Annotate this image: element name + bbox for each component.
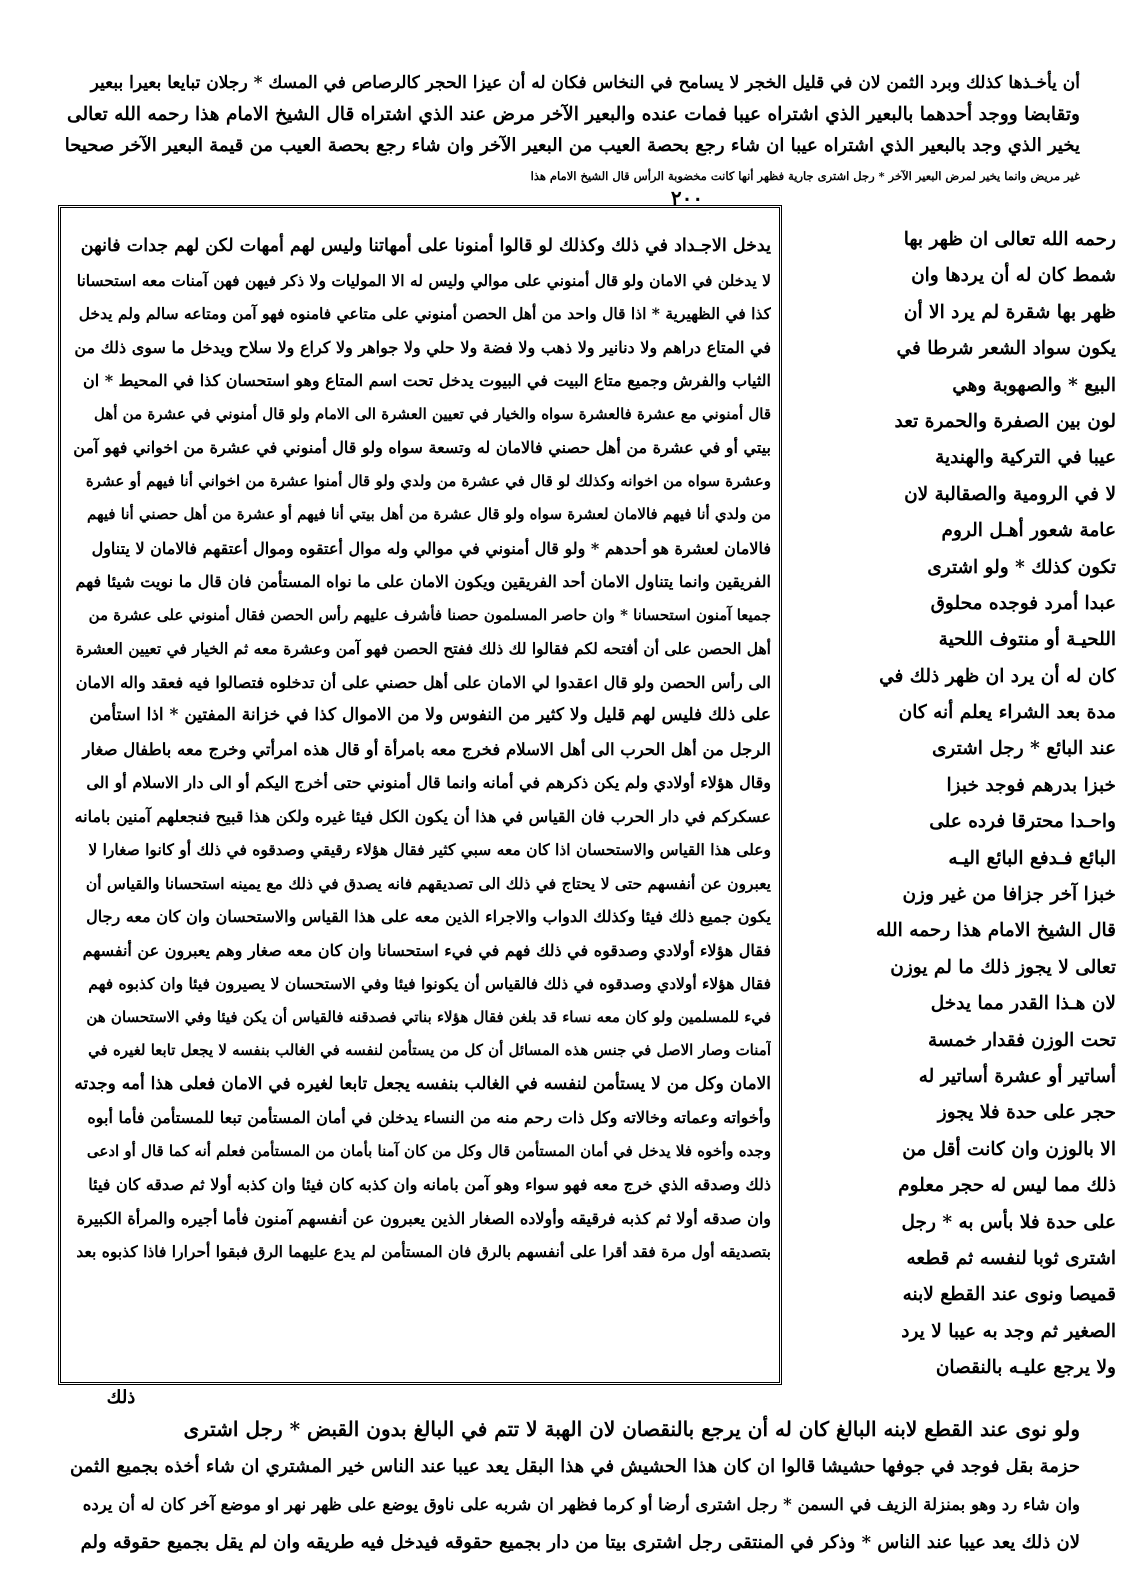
main-text-line: قال أمنوني مع عشرة فالعشرة سواه والخيار في تعيين العشرة الى الامام ولو قال أمنوني في عشرة من أهل [94, 404, 771, 423]
margin-text-line: اشترى ثوبا لنفسه ثم قطعه [906, 1247, 1116, 1269]
margin-text-line: البيع * والصهوبة وهي [952, 374, 1116, 396]
margin-text-line: على حدة فلا بأس به * رجل [901, 1211, 1116, 1233]
margin-text-line: خبزا بدرهم فوجد خبزا [946, 774, 1116, 796]
main-text-line: الفريقين وانما يتناول الامان أحد الفريقين ويكون الامان على ما نواه المستأمن فان قال ما نويت شيئا فهم [75, 572, 771, 591]
margin-text-line: كان له أن يرد ان ظهر ذلك في [879, 665, 1116, 687]
main-text-line: يعبرون عن أنفسهم حتى لا يحتاج في ذلك الى تصديقهم فانه يصدق في ذلك مع يمينه استحسانا والقياس أن [85, 873, 771, 893]
top-text-line: يخير الذي وجد بالبعير الذي اشتراه عيبا ان شاء رجع بحصة العيب من البعير الآخر وان شاء رجع بحصة العيب من قيمة البعير الآخر صحيحا [64, 135, 1080, 156]
main-text-line: وعشرة سواه من اخوانه وكذلك لو قال في عشرة من ولدي ولو قال أمنوا عشرة من اخواني أنا فيهم أو عشرة [85, 471, 771, 490]
bottom-text-line: لان ذلك يعد عيبا عند الناس * وذكر في المنتقى رجل اشترى بيتا من دار بجميع حقوقه فيدخل فيه طريقه وان لم يقل بجميع حقوقه ولم [80, 1532, 1080, 1553]
main-text-line: من ولدي أنا فيهم فالامان لعشرة سواه ولو قال عشرة من أهل بيتي أنا فيهم أو عشرة من أهل حصني أنا فيهم [86, 505, 771, 523]
main-text-line: آمنات وصار الاصل في جنس هذه المسائل أن كل من يستأمن لنفسه في الغالب بنفسه لا يجعل تابعا لغيره في [88, 1041, 771, 1059]
margin-text-line: لون بين الصفرة والحمرة تعد [894, 410, 1116, 432]
main-text-line: فالامان لعشرة هو أحدهم * ولو قال أمنوني في موالي وله موال أعتقوه وموال أعتقهم فالامان لا يتناول [91, 538, 771, 558]
main-text-line: أهل الحصن على أن أفتحه لكم فقالوا لك ذلك ففتح الحصن فهو آمن وعشرة معه ثم الخيار في تعيين العشرة [75, 639, 771, 658]
margin-text-line: تحت الوزن فقدار خمسة [928, 1029, 1116, 1051]
bottom-text-block [64, 1410, 1080, 1562]
bottom-text-line: حزمة بقل فوجد في جوفها حشيشا قالوا ان كان هذا الحشيش في هذا البقل يعد عيبا عند الناس خير المشتري ان شاء أخذه بجميع الثمن [69, 1456, 1080, 1477]
main-text-line: كذا في الظهيرية * اذا قال واحد من أهل الحصن أمنوني على متاعي فامنوه فهو آمن ومتاعه سالم ولم يدخل [78, 304, 771, 323]
margin-text-line: قال الشيخ الامام هذا رحمه الله [875, 920, 1116, 942]
main-text-line: الامان وكل من لا يستأمن لنفسه في الغالب بنفسه يجعل تابعا لغيره في الامان فعلى هذا أمه وجدته [74, 1073, 771, 1094]
margin-text-line: عند البائع * رجل اشترى [931, 738, 1116, 760]
main-text-frame [58, 205, 782, 1385]
main-text-line: الرجل من أهل الحرب الى أهل الاسلام فخرج معه بامرأة أو قال هذه امرأتي وخرج معه باطفال صغار [82, 739, 771, 759]
margin-text-line: الصغير ثم وجد به عيبا لا يرد [901, 1320, 1116, 1342]
main-text-line: جميعا آمنون استحسانا * وان حاصر المسلمون حصنا فأشرف عليهم رأس الحصن فقال أمنوني على عشرة من [88, 605, 771, 624]
main-text-block [73, 230, 771, 1269]
main-text-line: الثياب والفرش وجميع متاع البيت في البيوت يدخل تحت اسم المتاع وهو استحسان كذا في المحيط * ان [82, 371, 771, 390]
margin-text-line: ظهر بها شقرة لم يرد الا أن [903, 301, 1116, 323]
margin-text-line: أساتير أو عشرة أساتير له [918, 1065, 1116, 1087]
main-text-line: وان صدقه أولا ثم كذبه فرقيقه وأولاده الصغار الذين يعبرون عن أنفسهم آمنون فأما أجيره والمرأة الكبيرة [76, 1208, 771, 1228]
page-number: ٢٠٠ [670, 186, 704, 210]
main-text-line: لا يدخلن في الامان ولو قال أمنوني على موالي وليس له الا الموليات ولا ذكر فيهن فهن آمنات معه استحسانا [76, 270, 771, 290]
margin-text-line: شمط كان له أن يردها وان [911, 265, 1116, 287]
top-text-line: غير مريض وانما يخير لمرض البعير الآخر * رجل اشترى جارية فظهر أنها كانت مخضوبة الرأس قال الشيخ الامام هذا [530, 169, 1080, 183]
main-text-line: بيتي أو في عشرة من أهل حصني فالامان له وتسعة سواه ولو قال أمنوني في عشرة من اخواني فهو آمن [73, 438, 771, 457]
margin-text-line: عيبا في التركية والهندية [935, 447, 1116, 469]
margin-text-line: رحمه الله تعالى ان ظهر بها [903, 229, 1116, 250]
main-text-line: وقال هؤلاء أولادي ولم يكن ذكرهم في أمانه وانما قال أمنوني حتى أخرج اليكم أو الى دار الاسلام أو الى [86, 773, 771, 792]
margin-text-line: ذلك مما ليس له حجر معلوم [898, 1175, 1116, 1197]
margin-text-line: قميصا ونوى عند القطع لابنه [902, 1284, 1116, 1306]
margin-text-line: لان هـذا القدر مما يدخل [930, 993, 1116, 1015]
margin-text-line: تكون كذلك * ولو اشترى [927, 556, 1116, 578]
main-text-line: فقال هؤلاء أولادي وصدقوه في ذلك فهم في فيء استحسانا وان كان معه صغار وهم يعبرون عن أنفسهم [82, 940, 771, 960]
top-text-line: وتقابضا ووجد أحدهما بالبعير الذي اشتراه عيبا فمات عنده والبعير الآخر مرض عند الذي اشتراه قال الشيخ الامام هذا رحمه الله تعالى [67, 104, 1080, 125]
main-text-line: في المتاع دراهم ولا دنانير ولا ذهب ولا فضة ولا حلي ولا جواهر ولا كراع ولا سلاح ويدخل ما سوى ذلك من [74, 337, 771, 357]
bottom-text-line: وان شاء رد وهو بمنزلة الزيف في السمن * رجل اشترى أرضا أو كرما فظهر ان شربه على ناوق يوضع على ظهر نهر او موضع آخر كان له أن يرده [82, 1495, 1080, 1514]
main-text-line: فقال هؤلاء أولادي وصدقوه في ذلك فالقياس أن يكونوا فيئا وفي الاستحسان لا يصيرون فيئا وان كذبوه فهم [88, 974, 771, 993]
margin-text-line: يكون سواد الشعر شرطا في [896, 338, 1116, 360]
main-text-line: بتصديقه أول مرة فقد أقرا على أنفسهم بالرق فان المستأمن لم يدع عليهما الرق فبقوا أحرارا فاذا كذبوه بعد [76, 1242, 771, 1261]
main-text-line: فيء للمسلمين ولو كان معه نساء قد بلغن فقال هؤلاء بناتي فصدقنه فالقياس أن يكن فيئا وفي الاستحسان هن [86, 1007, 771, 1026]
margin-text-line: لا في الرومية والصقالبة لان [904, 483, 1116, 505]
main-text-line: على ذلك فليس لهم قليل ولا كثير من النفوس ولا من الاموال كذا في خزانة المفتين * اذا استأمن [89, 705, 771, 725]
main-text-line: عسكركم في دار الحرب فان القياس في هذا أن يكون الكل فيئا غيره ولكن هذا قبيح فنجعلهم آمنين بامانه [74, 806, 771, 826]
margin-text-line: خبزا آخر جزافا من غير وزن [902, 884, 1116, 906]
top-text-line: أن يأخـذها كذلك وبرد الثمن لان في قليل الخجر لا يسامح في النخاس فكان له أن عيزا الحجر كالرصاص في المسك * رجلان تبايعا بعيرا ببعير [90, 73, 1080, 93]
margin-text-column [796, 222, 1116, 1387]
margin-text-line: البائع فـدفع البائع اليـه [948, 847, 1116, 869]
bottom-text-line: ولو نوى عند القطع لابنه البالغ كان له أن يرجع بالنقصان لان الهبة لا تتم في البالغ بدون القبض * رجل اشترى [183, 1417, 1080, 1441]
main-text-line: يكون جميع ذلك فيئا وكذلك الدواب والاجراء الذين معه على هذا القياس والاستحسان وان كان معه رجال [86, 907, 771, 926]
main-text-line: وأخواته وعماته وخالاته وكل ذات رحم منه من النساء يدخلن في أمان المستأمن تبعا للمستأمن فأما أبوه [87, 1108, 771, 1127]
margin-text-line: مدة بعد الشراء يعلم أنه كان [898, 702, 1116, 724]
main-text-line: ذلك وصدقه الذي خرج معه فهو سواء وهو آمن بامانه وان كذبه كان فيئا وان كذبه أولا ثم صدقه كان فيئا [88, 1175, 771, 1194]
main-text-line: الى رأس الحصن ولو قال اعقدوا لي الامان على أهل حصني على أن تدخلوه فتصالوا فيه فعقد واله الامان [75, 672, 771, 692]
margin-text-line: ولا يرجع عليـه بالنقصان [935, 1357, 1116, 1379]
catchword: ذلك [106, 1387, 136, 1408]
margin-text-line: الا بالوزن وان كانت أقل من [902, 1138, 1116, 1160]
top-text-block [64, 68, 1080, 192]
main-text-line: وعلى هذا القياس والاستحسان اذا كان معه سبي كثير فقال هؤلاء رقيقي وصدقوه في ذلك أو كانوا صغارا لا [88, 840, 771, 859]
margin-text-line: تعالى لا يجوز ذلك ما لم يوزن [890, 956, 1116, 978]
margin-text-line: اللحيـة أو منتوف اللحية [938, 629, 1116, 651]
margin-text-line: عبدا أمرد فوجده محلوق [930, 592, 1116, 614]
main-text-line: يدخل الاجـداد في ذلك وكذلك لو قالوا أمنونا على أمهاتنا وليس لهم أمهات لكن لهم جدات فانهن [80, 236, 771, 256]
margin-text-line: حجر على حدة فلا يجوز [937, 1102, 1116, 1124]
margin-text-line: عامة شعور أهـل الروم [941, 520, 1116, 542]
main-text-line: وجده وأخوه فلا يدخل في أمان المستأمن قال وكل من كان آمنا بأمان من المستأمن فعلم أنه كما قال أو ادعى [86, 1141, 771, 1160]
margin-text-line: واحـدا محترقا فرده على [929, 811, 1116, 833]
